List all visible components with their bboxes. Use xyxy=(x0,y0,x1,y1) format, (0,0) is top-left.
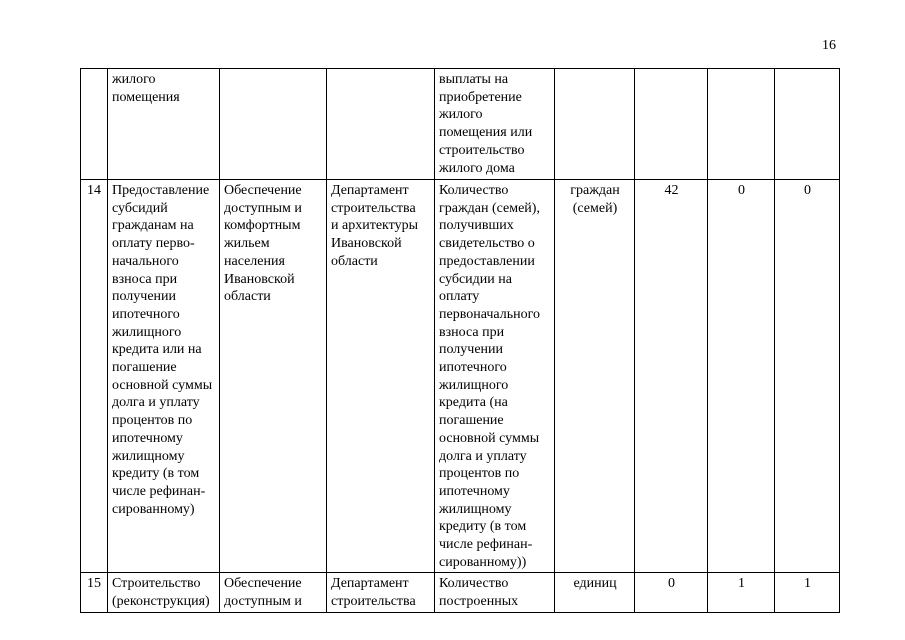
unit-cell: граждан (семей) xyxy=(555,180,635,573)
value-cell-1: 0 xyxy=(635,573,708,612)
row-number-cell: 14 xyxy=(81,180,108,573)
value-cell-3: 0 xyxy=(775,180,840,573)
value-cell-3 xyxy=(775,69,840,180)
value-cell-3: 1 xyxy=(775,573,840,612)
value-cell-1: 42 xyxy=(635,180,708,573)
direction-cell xyxy=(220,69,327,180)
unit-cell xyxy=(555,69,635,180)
row-number-cell: 15 xyxy=(81,573,108,612)
direction-cell: Обеспечение доступным и комфортным жильем населения Ивановской области xyxy=(220,180,327,573)
value-cell-1 xyxy=(635,69,708,180)
direction-cell: Обеспечение доступным и xyxy=(220,573,327,612)
table-row xyxy=(81,69,840,180)
indicator-cell: Количество граждан (семей), получивших свидетельство о предоставлении субсидии на оплату первоначального взноса при получении ипотечного жилищного кредита (на погашение основной суммы долга и уплату процентов по ипотечному жилищному кредиту (в том числе рефинан- сированному)) xyxy=(435,180,555,573)
page-number: 16 xyxy=(822,38,836,53)
measure-name-cell: Строительство (реконструкция) xyxy=(108,573,220,612)
executor-cell: Департамент строительства xyxy=(327,573,435,612)
value-cell-2: 0 xyxy=(708,180,775,573)
table-row xyxy=(81,573,840,612)
measure-name-cell: Предоставление субсидий гражданам на оплату перво- начального взноса при получении ипотечного жилищного кредита или на погашение основной суммы долга и уплату процентов по ипотечному жилищному кредиту (в том числе рефинан- сированному) xyxy=(108,180,220,573)
executor-cell xyxy=(327,69,435,180)
measure-name-cell: жилого помещения xyxy=(108,69,220,180)
unit-cell: единиц xyxy=(555,573,635,612)
indicator-cell: Количество построенных xyxy=(435,573,555,612)
value-cell-2 xyxy=(708,69,775,180)
indicator-cell: выплаты на приобретение жилого помещения или строительство жилого дома xyxy=(435,69,555,180)
indicators-table xyxy=(80,68,840,613)
table-row xyxy=(81,180,840,573)
value-cell-2: 1 xyxy=(708,573,775,612)
row-number-cell xyxy=(81,69,108,180)
executor-cell: Департамент строительства и архитектуры Ивановской области xyxy=(327,180,435,573)
